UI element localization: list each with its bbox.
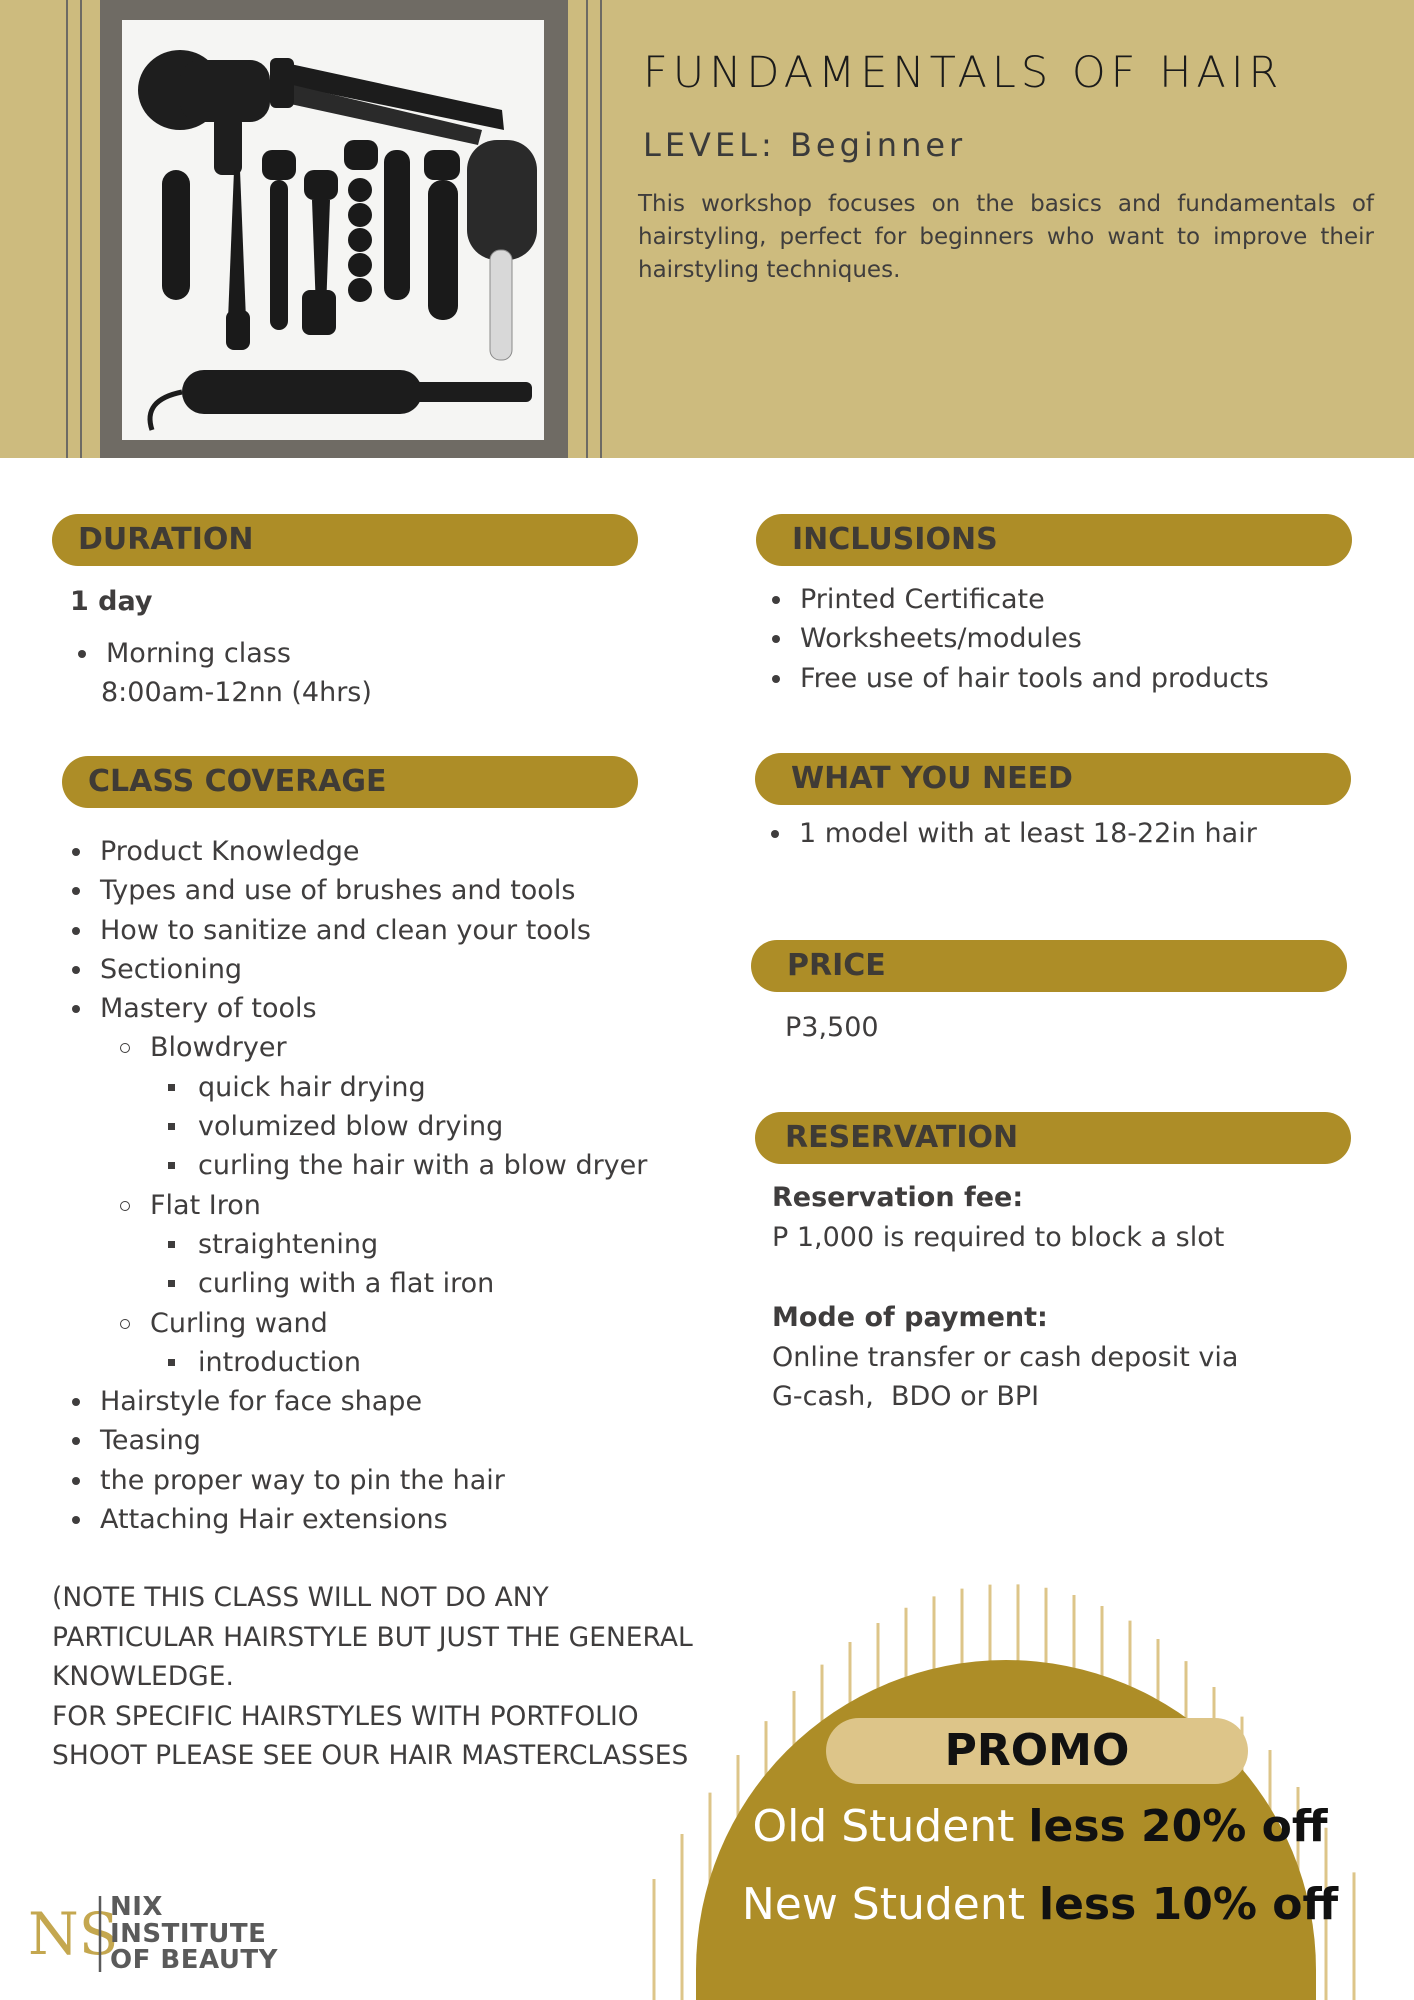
price-value: P3,500 (785, 1012, 879, 1043)
level-label: LEVEL: Beginner (643, 126, 967, 164)
inclusions-list (770, 580, 1269, 698)
reservation-fee-text: P 1,000 is required to block a slot (772, 1222, 1225, 1253)
coverage-item: Hairstyle for face shape (70, 1382, 647, 1421)
header-banner (0, 0, 1414, 458)
class-coverage-heading: CLASS COVERAGE (62, 756, 638, 808)
duration-length: 1 day (70, 586, 153, 617)
coverage-item: curling with a flat iron (70, 1264, 647, 1303)
coverage-item: Curling wand (70, 1304, 647, 1343)
coverage-item: introduction (70, 1343, 647, 1382)
payment-mode-label: Mode of payment: (772, 1302, 1048, 1333)
coverage-item: quick hair drying (70, 1068, 647, 1107)
logo-line: NIX (110, 1892, 163, 1922)
coverage-item: Sectioning (70, 950, 647, 989)
promo-new-student (700, 1879, 1380, 1930)
promo-heading: PROMO (826, 1718, 1248, 1784)
hair-tools-illustration (122, 20, 544, 440)
payment-mode-line: Online transfer or cash deposit via (772, 1342, 1239, 1373)
class-time: 8:00am-12nn (4hrs) (101, 677, 372, 708)
reservation-fee-label: Reservation fee: (772, 1182, 1024, 1213)
coverage-item: straightening (70, 1225, 647, 1264)
note-line: KNOWLEDGE. (52, 1661, 234, 1692)
list-item: Worksheets/modules (770, 619, 1269, 658)
list-item (76, 634, 291, 673)
what-you-need-heading: WHAT YOU NEED (755, 753, 1351, 805)
coverage-item: Teasing (70, 1421, 647, 1460)
coverage-item: volumized blow drying (70, 1107, 647, 1146)
logo-line: OF BEAUTY (110, 1945, 278, 1975)
hair-tools-photo (122, 20, 544, 440)
duration-heading: DURATION (52, 514, 638, 566)
logo-line: INSTITUTE (110, 1918, 267, 1949)
class-coverage-list (70, 832, 647, 1539)
inclusions-heading: INCLUSIONS (756, 514, 1352, 566)
reservation-heading: RESERVATION (755, 1112, 1351, 1164)
price-heading: PRICE (751, 940, 1347, 992)
coverage-item: Attaching Hair extensions (70, 1500, 647, 1539)
note-line: PARTICULAR HAIRSTYLE BUT JUST THE GENERAL (52, 1621, 693, 1653)
workshop-description: This workshop focuses on the basics and fundamentals of hairstyling, perfect for beginners who want to improve their hairstyling techniques. (638, 191, 1374, 283)
list-item: Printed Certificate (770, 580, 1269, 619)
note-line: SHOOT PLEASE SEE OUR HAIR MASTERCLASSES (52, 1740, 689, 1771)
page-title: FUNDAMENTALS OF HAIR (643, 48, 1284, 98)
note-line: (NOTE THIS CLASS WILL NOT DO ANY (52, 1582, 549, 1613)
duration-list (76, 634, 291, 673)
coverage-item: Product Knowledge (70, 832, 647, 871)
logo-wordmark (110, 1894, 278, 1974)
note-line: FOR SPECIFIC HAIRSTYLES WITH PORTFOLIO (52, 1700, 639, 1732)
old-student-discount: less 20% off (1028, 1801, 1328, 1852)
new-student-label: New Student (741, 1879, 1039, 1930)
new-student-discount: less 10% off (1039, 1879, 1339, 1930)
coverage-item: Blowdryer (70, 1028, 647, 1067)
list-item: Free use of hair tools and products (770, 659, 1269, 698)
coverage-item: How to sanitize and clean your tools (70, 911, 647, 950)
payment-mode-line: G-cash, BDO or BPI (772, 1381, 1040, 1412)
what-you-need-list (769, 814, 1257, 853)
list-item: 1 model with at least 18-22in hair (769, 814, 1257, 853)
coverage-item: Types and use of brushes and tools (70, 871, 647, 910)
logo-monogram-n: NS (28, 1900, 119, 1968)
coverage-item: Mastery of tools (70, 989, 647, 1028)
coverage-item: curling the hair with a blow dryer (70, 1146, 647, 1185)
class-name: Morning class (106, 638, 291, 669)
promo-old-student (700, 1801, 1380, 1852)
coverage-item: Flat Iron (70, 1186, 647, 1225)
coverage-item: the proper way to pin the hair (70, 1461, 647, 1500)
old-student-label: Old Student (752, 1801, 1029, 1852)
